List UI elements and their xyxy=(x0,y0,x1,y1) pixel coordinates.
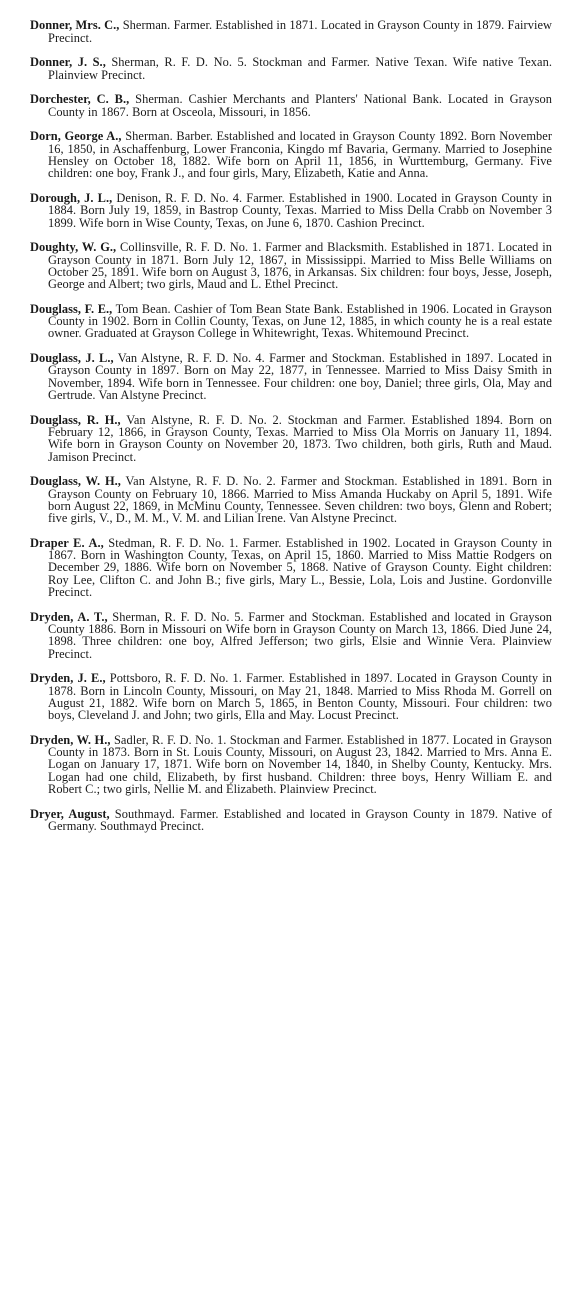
entry-name: Dryden, W. H., xyxy=(30,732,111,747)
directory-entry xyxy=(30,241,552,290)
directory-entry xyxy=(30,303,552,340)
entry-name: Donner, J. S., xyxy=(30,55,106,70)
directory-entry xyxy=(30,611,552,660)
entry-text: Van Alstyne, R. F. D. No. 4. Farmer and Stockman. Established in 1897. Located in Grayson County in 1897. Born on May 22, 1877, in Tennessee. Married to Miss Daisy Smith in November, 1894. Wife born in Tennessee. Four children: one boy, Daniel; three girls, Ola, May and Gertrude. Van Alstyne Precinct. xyxy=(48,351,552,402)
directory-entry xyxy=(30,130,552,179)
entry-text: Sherman. Farmer. Established in 1871. Located in Grayson County in 1879. Fairview Precinct. xyxy=(48,18,553,45)
entry-name: Douglass, F. E., xyxy=(30,301,113,316)
entry-name: Dryden, A. T., xyxy=(30,609,108,624)
entry-text: Stedman, R. F. D. No. 1. Farmer. Established in 1902. Located in Grayson County in 1867. Born in Washington County, Texas, on April 15, 1860. Married to Miss Mattie Rodgers on December 29, 1886. Wife born on November 5, 1868. Native of Grayson County. Eight children: Roy Lee, Clifton C. and John B.; five girls, Mary L., Bessie, Lola, Lois and Justine. Gordonville Precinct. xyxy=(48,535,552,599)
directory-entry xyxy=(30,475,552,524)
directory-entry xyxy=(30,352,552,401)
directory-entry xyxy=(30,93,552,118)
directory-entry xyxy=(30,414,552,463)
directory-entry xyxy=(30,56,552,81)
entry-text: Denison, R. F. D. No. 4. Farmer. Established in 1900. Located in Grayson County in 1884. Born July 19, 1859, in Bastrop County, Texas. Married to Miss Della Crabb on November 3 1899. Wife born in Wise County, Texas, on June 6, 1870. Cashion Precinct. xyxy=(48,190,552,230)
directory-entry xyxy=(30,192,552,229)
entry-name: Dorchester, C. B., xyxy=(30,92,130,107)
directory-entry xyxy=(30,734,552,795)
entry-name: Draper E. A., xyxy=(30,535,104,550)
directory-entry xyxy=(30,19,552,44)
entry-text: Southmayd. Farmer. Established and located in Grayson County in 1879. Native of Germany. Southmayd Precinct. xyxy=(48,806,553,833)
directory-entry xyxy=(30,672,552,721)
entry-name: Donner, Mrs. C., xyxy=(30,18,120,33)
entry-text: Sherman. Barber. Established and located in Grayson County 1892. Born November 16, 1850, in Aschaffenburg, Lower Franconia, Kingdo mf Bavaria, Germany. Married to Josephine Hensley on October 18, 1882. Wife born on April 11, 1856, in Wurttemburg, Germany. Five children: one boy, Frank J., and four girls, Mary, Elizabeth, Katie and Anna. xyxy=(48,129,553,181)
entry-name: Dorough, J. L., xyxy=(30,190,113,205)
entry-text: Sadler, R. F. D. No. 1. Stockman and Farmer. Established in 1877. Located in Grayson County in 1873. Born in St. Louis County, Missouri, on August 23, 1842. Married to Mrs. Anna E. Logan on January 17, 1871. Wife born on November 14, 1840, in Shelby County, Kentucky. Mrs. Logan had one child, Elizabeth, by first husband. Children: three boys, Henry William E. and Robert C.; two girls, Nellie M. and Elizabeth. Plainview Precinct. xyxy=(48,732,552,797)
entry-name: Dryden, J. E., xyxy=(30,671,106,686)
entry-text: Pottsboro, R. F. D. No. 1. Farmer. Established in 1897. Located in Grayson County in 1878. Born in Lincoln County, Missouri, on May 21, 1848. Married to Miss Rhoda M. Gorrell on August 21, 1882. Wife born on March 5, 1865, in Benton County, Missouri. Four children: two boys, Cleveland J. and John; two girls, Ella and May. Locust Precinct. xyxy=(48,671,552,723)
entry-text: Tom Bean. Cashier of Tom Bean State Bank. Established in 1906. Located in Grayson County in 1902. Born in Collin County, Texas, on June 12, 1885, in which county he is a real estate owner. Graduated at Grayson College in Whitewright, Texas. Whitemound Precinct. xyxy=(48,301,552,341)
entry-text: Sherman. Cashier Merchants and Planters' National Bank. Located in Grayson County in 1867. Born at Osceola, Missouri, in 1856. xyxy=(48,92,552,119)
directory-entry xyxy=(30,537,552,598)
entry-name: Dorn, George A., xyxy=(30,129,122,144)
entry-text: Sherman, R. F. D. No. 5. Stockman and Farmer. Native Texan. Wife native Texan. Plainview Precinct. xyxy=(48,55,552,82)
entry-text: Van Alstyne, R. F. D. No. 2. Farmer and Stockman. Established in 1891. Born in Grayson County on February 10, 1866. Married to Miss Amanda Huckaby on April 5, 1891. Wife born August 22, 1869, in McMinu County, Tennessee. Seven children: two boys, Glenn and Robert; five girls, V., D., M. M., V. M. and Lilian Irene. Van Alstyne Precinct. xyxy=(48,474,552,526)
entry-text: Van Alstyne, R. F. D. No. 2. Stockman and Farmer. Established 1894. Born on February 12, 1866, in Grayson County, Texas. Married to Miss Ola Morris on January 11, 1894. Wife born in Grayson County on November 20, 1873. Two children, both girls, Ruth and Maud. Jamison Precinct. xyxy=(48,412,552,464)
entry-text: Collinsville, R. F. D. No. 1. Farmer and Blacksmith. Established in 1871. Located in Grayson County in 1871. Born July 12, 1867, in Mississippi. Married to Miss Belle Williams on October 25, 1891. Wife born on August 3, 1876, in Arkansas. Six children: four boys, Jesse, Joseph, George and Albert; two girls, Maud and L. Ethel Precinct. xyxy=(48,240,552,292)
directory-entry xyxy=(30,808,552,833)
entry-name: Doughty, W. G., xyxy=(30,240,117,255)
entry-text: Sherman, R. F. D. No. 5. Farmer and Stockman. Established and located in Grayson County 1886. Born in Missouri on Wife born in Grayson County on March 13, 1866. Died June 24, 1898. Three children: one boy, Alfred Jefferson; two girls, Elsie and Winnie Vera. Plainview Precinct. xyxy=(48,609,552,661)
entry-name: Douglass, W. H., xyxy=(30,474,121,489)
entry-name: Douglass, J. L., xyxy=(30,351,114,366)
entry-name: Douglass, R. H., xyxy=(30,412,121,427)
entry-name: Dryer, August, xyxy=(30,806,110,821)
